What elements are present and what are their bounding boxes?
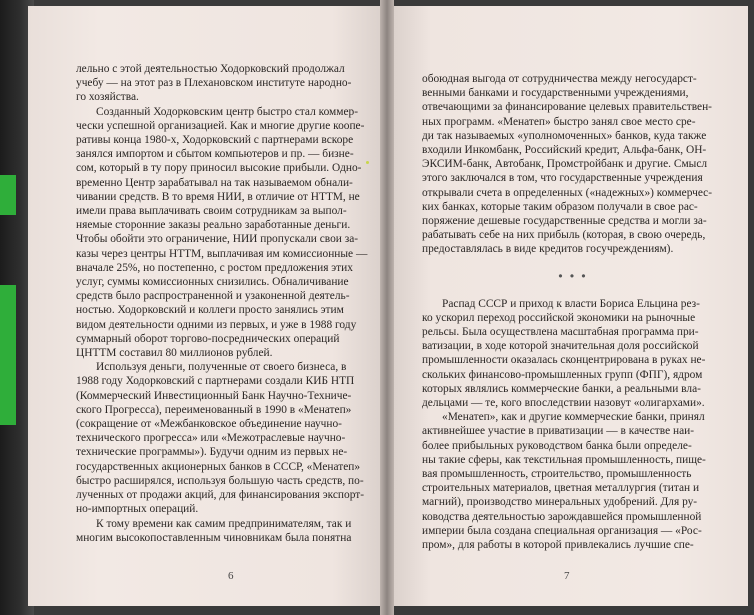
text-line: рельсы. Была осуществлена масштабная программа при- bbox=[422, 326, 699, 339]
paper-fleck bbox=[366, 161, 369, 164]
text-line: суммарный оборот торгово-посреднических операций bbox=[76, 332, 340, 345]
text-line: ны такие сферы, как текстильная промышленность, пище- bbox=[422, 453, 706, 466]
right-page bbox=[388, 6, 748, 606]
green-bookmark-tab bbox=[0, 175, 16, 215]
text-line: ных программ. «Менатеп» быстро занял свое место сре- bbox=[422, 115, 696, 128]
text-line: быстро расширялся, используя большую часть средств, по- bbox=[76, 474, 364, 487]
text-line: чески успешной организацией. Как и многие другие коопе- bbox=[76, 119, 365, 132]
text-line: которых являлись коммерческие банки, а реальными вла- bbox=[422, 382, 701, 395]
page-number: 7 bbox=[564, 570, 570, 582]
text-line: Используя деньги, полученные от своего бизнеса, в bbox=[96, 361, 347, 374]
text-line: (сокращение от «Межбанковское объединение научно- bbox=[76, 418, 342, 431]
text-line: пром», для работы в которой привлекались лучшие спе- bbox=[422, 539, 694, 552]
text-line: чивании средств. В то время НИИ, в отличие от НТТМ, не bbox=[76, 190, 360, 203]
text-line: ватизации, в ходе которой значительная доля российской bbox=[422, 340, 699, 353]
text-line: промышленности оказалась сконцентрирована в руках не- bbox=[422, 354, 706, 367]
text-line: венными банками и государственными учреждениями, bbox=[422, 87, 689, 100]
text-line: более прибыльных руководством банка были определе- bbox=[422, 439, 692, 452]
text-line: входили Инкомбанк, Российский кредит, Альфа-банк, ОН- bbox=[422, 144, 707, 157]
text-line: (Коммерческий Инвестиционный Банк Научно-Техниче- bbox=[76, 389, 352, 402]
text-line: многим высокопоставленным чиновникам была понятна bbox=[76, 531, 352, 544]
text-line: магний), производство минеральных удобрений. Для ру- bbox=[422, 496, 698, 509]
text-line: го хозяйства. bbox=[76, 91, 139, 104]
text-line: услуг, суммы комиссионных снизились. Обналичивание bbox=[76, 276, 349, 289]
text-line: предоставлялась в виде кредитов госучреждениям). bbox=[422, 243, 674, 256]
text-line: няемые сторонние заказы реально заработанные деньги. bbox=[76, 219, 351, 232]
page-number: 6 bbox=[228, 570, 234, 582]
text-line: видом деятельности одними из первых, и уже в 1988 году bbox=[76, 318, 357, 331]
text-line: рабатывать себе на них прибыль (которая, в свою очередь, bbox=[422, 229, 706, 242]
text-line: Чтобы обойти это ограничение, НИИ пропускали свои за- bbox=[76, 233, 359, 246]
text-line: лученных от продажи акций, для финансирования экспорт- bbox=[76, 489, 365, 502]
text-line: ративы конца 1980-х, Ходорковский с партнерами вскоре bbox=[76, 134, 354, 147]
text-line: но-импортных операций. bbox=[76, 503, 199, 516]
text-line: ского Прогресса), переименованный в 1990 в «Менатеп» bbox=[76, 403, 352, 416]
text-line: 1988 году Ходорковский с партнерами создали КИБ НТП bbox=[76, 375, 355, 388]
green-bookmark-tab bbox=[0, 285, 16, 425]
text-line: технического прогресса» или «Межотраслевые научно- bbox=[76, 432, 346, 445]
text-line: ди так называемых «уполномоченных» банков, куда также bbox=[422, 129, 707, 142]
text-line: имели права выплачивать своим сотрудникам за выпол- bbox=[76, 205, 347, 218]
right-page-body-top bbox=[422, 72, 724, 257]
text-line: занялся импортом и сбытом компьютеров и пр. — бизне- bbox=[76, 148, 354, 161]
text-line: дельцами — те, кого впоследствии назовут «олигархами». bbox=[422, 397, 705, 410]
right-page-body-bottom bbox=[422, 297, 724, 553]
text-line: лельно с этой деятельностью Ходорковский продолжал bbox=[76, 63, 345, 75]
left-page bbox=[28, 6, 386, 606]
text-line: государственных акционерных банков в СССР, «Менатеп» bbox=[76, 460, 361, 473]
text-line: ко ускорил переход российской экономики на рыночные bbox=[422, 311, 696, 324]
section-separator: • • • bbox=[558, 268, 588, 283]
text-line: технические программы»). Будучи одним из первых не- bbox=[76, 446, 348, 459]
text-line: «Менатеп», как и другие коммерческие банки, принял bbox=[442, 411, 705, 424]
text-line: сом, который в ту пору приносил высокие прибыли. Одно- bbox=[76, 162, 362, 175]
text-line: строительных материалов, цветная металлургия (титан и bbox=[422, 482, 700, 495]
text-line: средств было распространенной и узаконенной деятель- bbox=[76, 290, 350, 303]
text-line: Распад СССР и приход к власти Бориса Ельцина рез- bbox=[442, 297, 700, 310]
text-line: ЭКСИМ-банк, Автобанк, Промстройбанк и другие. Смысл bbox=[422, 158, 708, 171]
text-line: ких банках, которые таким образом получали в свое рас- bbox=[422, 200, 698, 213]
text-line: ностью. Ходорковский и коллеги просто занялись этим bbox=[76, 304, 344, 317]
text-line: активнейшее участие в приватизации — в качестве наи- bbox=[422, 425, 695, 438]
text-line: поряжение дешевые государственные средства и могли за- bbox=[422, 215, 707, 228]
text-line: ководства деятельностью зарождавшейся промышленной bbox=[422, 510, 702, 523]
text-line: скольких финансово-промышленных групп (ФПГ), ядром bbox=[422, 368, 703, 381]
text-line: казы через центры НТТМ, выплачивая им комиссионные — bbox=[76, 247, 368, 260]
text-line: временно Центр зарабатывал на так называемом обнали- bbox=[76, 176, 353, 189]
text-line: Созданный Ходорковским центр быстро стал коммер- bbox=[96, 105, 359, 118]
text-line: учебу — на этот раз в Плехановском институте народно- bbox=[76, 77, 352, 90]
text-line: империи была создана специальная организация — «Рос- bbox=[422, 524, 702, 537]
text-line: отвечающими за финансирование целевых правительствен- bbox=[422, 101, 712, 114]
left-page-body bbox=[76, 62, 366, 545]
text-line: К тому времени как самим предпринимателям, так и bbox=[96, 517, 352, 530]
text-line: этого заключался в том, что государственные учреждения bbox=[422, 172, 703, 185]
book-spine-gutter bbox=[380, 0, 394, 615]
text-line: вая промышленность, строительство, промышленность bbox=[422, 468, 692, 481]
text-line: обоюдная выгода от сотрудничества между негосударст- bbox=[422, 73, 697, 85]
text-line: открывали счета в определенных («надежных») коммерчес- bbox=[422, 186, 713, 199]
text-line: вначале 25%, но постепенно, с ростом предложения этих bbox=[76, 261, 353, 274]
text-line: ЦНТТМ составил 80 миллионов рублей. bbox=[76, 347, 273, 360]
